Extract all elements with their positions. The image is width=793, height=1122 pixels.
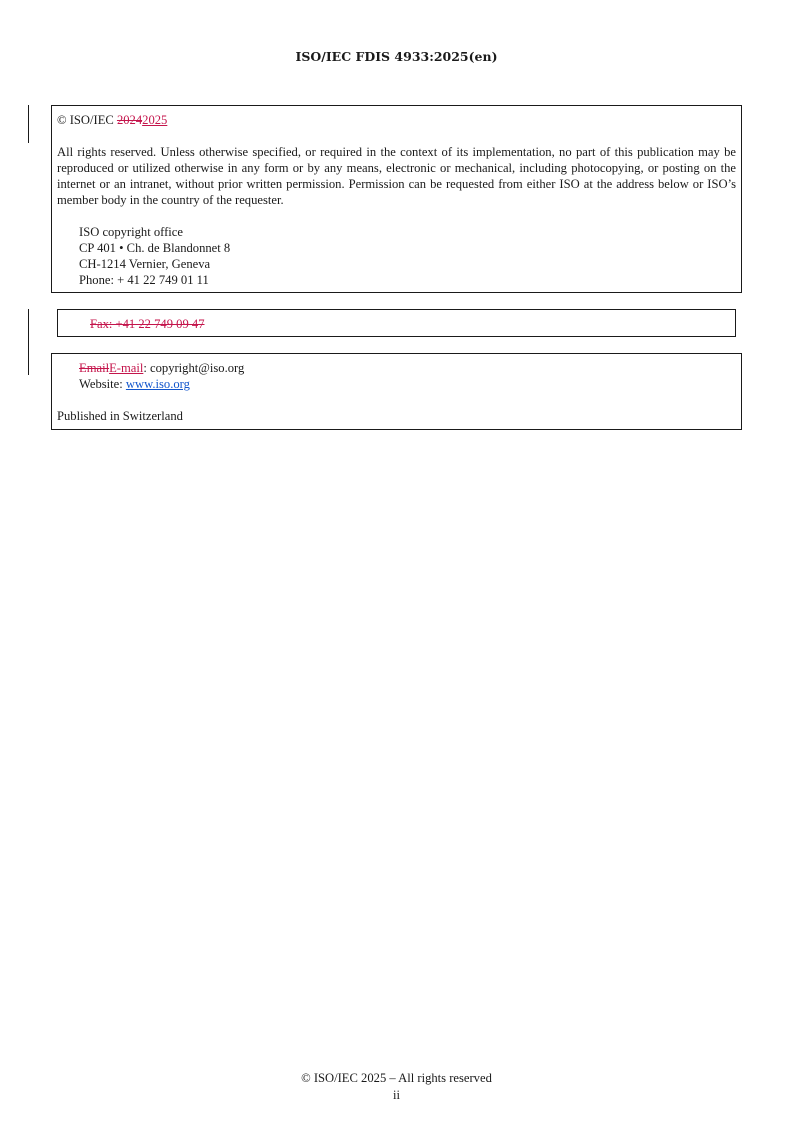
change-bar: [28, 309, 29, 375]
footer-copyright: © ISO/IEC 2025 – All rights reserved: [301, 1071, 492, 1085]
copyright-line: [57, 112, 736, 128]
deleted-fax-line: Fax: +41 22 749 09 47: [90, 317, 205, 331]
copyright-notice-box: [51, 105, 742, 293]
email-line: [57, 360, 736, 376]
rights-statement: [57, 144, 736, 208]
rights-line: or posting on the internet or an intranet, without prior written permission. Permission can be requested from either ISO: [57, 161, 737, 191]
address-line: CP 401 • Ch. de Blandonnet 8: [79, 241, 231, 255]
address-line: ISO copyright office: [79, 225, 183, 239]
page-number: ii: [393, 1088, 400, 1102]
contact-box: [51, 353, 742, 430]
rights-line: may be reproduced or utilized otherwise in any form or by any means, electronic or mechanical, including photocopying,: [57, 145, 736, 175]
website-link[interactable]: www.iso.org: [125, 377, 190, 391]
change-bar: [28, 105, 29, 143]
email-value: : copyright@iso.org: [143, 361, 245, 375]
address-block: [57, 224, 736, 288]
address-line: CH-1214 Vernier, Geneva: [79, 257, 211, 271]
rights-line: at the address below or ISO’s member body in the country of the requester.: [57, 177, 736, 207]
rights-line: All rights reserved. Unless otherwise specified, or required in the context of its implementation, no part of this publication: [57, 145, 694, 159]
fax-box: [57, 309, 736, 337]
address-line: Phone: + 41 22 749 01 11: [79, 273, 209, 287]
document-id-header: ISO/IEC FDIS 4933:2025(en): [295, 49, 498, 64]
inserted-year: 2025: [142, 113, 168, 127]
copyright-prefix: © ISO/IEC: [57, 113, 117, 127]
deleted-email-label: Email: [79, 361, 110, 375]
deleted-year: 2024: [116, 113, 143, 127]
inserted-email-label: E-mail: [109, 361, 144, 375]
published-line: Published in Switzerland: [57, 409, 183, 423]
website-label: Website:: [79, 377, 126, 391]
website-line: [57, 376, 736, 392]
